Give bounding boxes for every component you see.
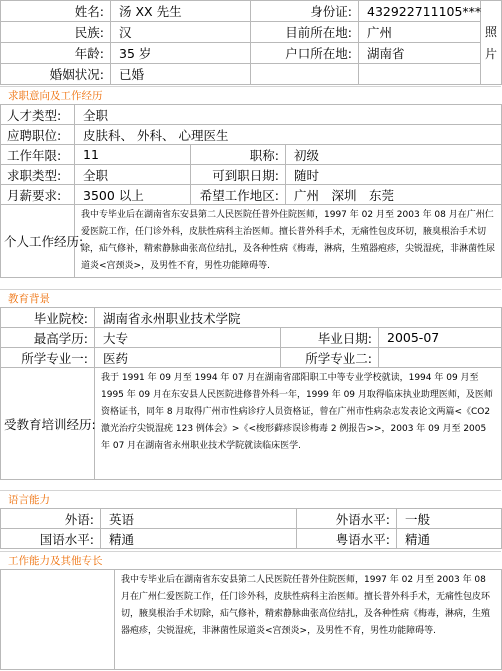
school-value: 湖南省永州职业技术学院 (95, 308, 502, 328)
cantonese-label: 粤语水平: (297, 529, 397, 549)
current-location-label: 目前所在地: (251, 22, 359, 43)
training-text: 我于 1991 年 09 月至 1994 年 07 月在湖南省邵阳职工中等专业学校就读，1994 年 09 月至 1995 年 09 月在东安县人民医院进修普外科一年，1999 年 09 月取得临床执业助理医师，及医师资格证书，同年 8 月取得广州市性病诊疗人员资格证，曾在广州市性病杂志发表论文两篇<《CO2 激光治疗尖锐湿疣 123 例体会》>《<梭形藓疹误诊梅毒 2 例报告>>，2003 年 09 月至 2005 年 07 月在湖南省永州职业技术学院就读临床医学. (95, 368, 502, 480)
job-type-value: 全职 (75, 165, 191, 185)
id-label: 身份证: (251, 1, 359, 22)
degree-value: 大专 (95, 328, 281, 348)
section-title-skills: 工作能力及其他专长 (8, 555, 103, 567)
rank-label: 职称: (191, 145, 286, 165)
foreign-language-value: 英语 (101, 509, 297, 529)
degree-label: 最高学历: (1, 328, 95, 348)
major1-label: 所学专业一: (1, 348, 95, 368)
marital-value: 已婚 (111, 64, 251, 85)
experience-label: 个人工作经历: (1, 205, 75, 278)
foreign-level-label: 外语水平: (297, 509, 397, 529)
section-title-job-intent: 求职意向及工作经历 (8, 90, 103, 102)
hukou-value: 湖南省 (359, 43, 481, 64)
talent-type-label: 人才类型: (1, 105, 75, 125)
divider (0, 479, 501, 484)
age-label: 年龄: (1, 43, 111, 64)
language-table (0, 508, 502, 549)
empty-cell (251, 64, 359, 85)
years-label: 工作年限: (1, 145, 75, 165)
job-type-label: 求职类型: (1, 165, 75, 185)
section-title-education: 教育背景 (8, 293, 50, 305)
major2-value (379, 348, 502, 368)
ethnicity-value: 汉 (111, 22, 251, 43)
id-value: 432922711105*** (359, 1, 481, 22)
foreign-language-label: 外语: (1, 509, 101, 529)
name-value: 汤 XX 先生 (111, 1, 251, 22)
skills-label-empty (1, 570, 115, 670)
region-value: 广州 深圳 东莞 (286, 185, 502, 205)
foreign-level-value: 一般 (397, 509, 502, 529)
available-label: 可到职日期: (191, 165, 286, 185)
grad-date-label: 毕业日期: (281, 328, 379, 348)
personal-info-table (0, 0, 502, 85)
mandarin-value: 精通 (101, 529, 297, 549)
photo-label: 照片 (484, 24, 497, 61)
region-label: 希望工作地区: (191, 185, 286, 205)
skills-text: 我中专毕业后在湖南省东安县第二人民医院任普外住院医师，1997 年 02 月至 2003 年 08 月在广州仁爱医院工作，任门诊外科，皮肤性病科主治医师。擅长普外科手术，无痛性包皮环切，腋臭根治手术切除，疝气修补，精索静脉曲张高位结扎，及各种性病《梅毒，淋病，生殖器疱疹，尖锐湿疣，非淋菌性尿道炎<宫颈炎>，及男性不育，男性功能障碍等. (115, 570, 502, 670)
available-value: 随时 (286, 165, 502, 185)
empty-cell (359, 64, 481, 85)
years-value: 11 (75, 145, 191, 165)
section-title-language: 语言能力 (8, 494, 50, 506)
hukou-label: 户口所在地: (251, 43, 359, 64)
cantonese-value: 精通 (397, 529, 502, 549)
position-value: 皮肤科、 外科、 心理医生 (75, 125, 502, 145)
name-label: 姓名: (1, 1, 111, 22)
salary-label: 月薪要求: (1, 185, 75, 205)
grad-date-value: 2005-07 (379, 328, 502, 348)
major2-label: 所学专业二: (281, 348, 379, 368)
mandarin-label: 国语水平: (1, 529, 101, 549)
school-label: 毕业院校: (1, 308, 95, 328)
salary-value: 3500 以上 (75, 185, 191, 205)
position-label: 应聘职位: (1, 125, 75, 145)
section-header-language (0, 490, 501, 508)
photo-cell (481, 1, 502, 85)
training-label: 受教育培训经历: (1, 368, 95, 480)
section-header-job-intent (0, 86, 501, 104)
age-value: 35 岁 (111, 43, 251, 64)
current-location-value: 广州 (359, 22, 481, 43)
section-header-skills (0, 551, 501, 569)
rank-value: 初级 (286, 145, 502, 165)
skills-table (0, 569, 502, 670)
major1-value: 医药 (95, 348, 281, 368)
ethnicity-label: 民族: (1, 22, 111, 43)
talent-type-value: 全职 (75, 105, 502, 125)
job-intent-table (0, 104, 502, 278)
marital-label: 婚姻状况: (1, 64, 111, 85)
divider (0, 276, 501, 281)
education-table (0, 307, 502, 480)
section-header-education (0, 289, 501, 307)
experience-text: 我中专毕业后在湖南省东安县第二人民医院任普外住院医师，1997 年 02 月至 2003 年 08 月在广州仁爱医院工作，任门诊外科，皮肤性病科主治医师。擅长普外科手术，无痛性包皮环切，腋臭根治手术切除，疝气修补，精索静脉曲张高位结扎，及各种性病《梅毒，淋病，生殖器疱疹，尖锐湿疣，非淋菌性尿道炎<宫颈炎>，及男性不育，男性功能障碍等. (75, 205, 502, 278)
